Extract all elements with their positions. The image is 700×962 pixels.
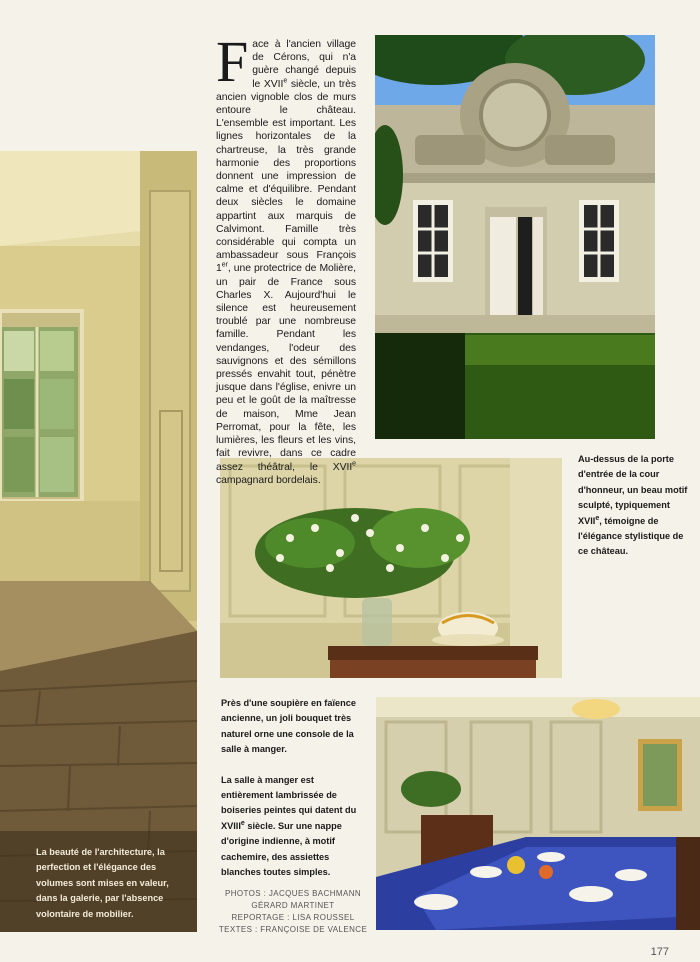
article-text — [216, 29, 356, 487]
bouquet-console-photo — [220, 458, 562, 678]
dining-room-caption-a: La salle à manger est entièrement lambrissée de boiseries peintes qui datent du XVIII — [221, 774, 357, 831]
drop-cap: F — [216, 29, 249, 94]
dining-room-caption — [221, 773, 366, 881]
article-intro: ace à l'ancien village de Cérons, qui n'a guère changé depuis le XVII — [252, 39, 356, 90]
article-sup-1: e — [283, 77, 288, 85]
dining-room-photo — [376, 697, 700, 930]
bouquet-caption: Près d'une soupière en faïence ancienne, un joli bouquet très naturel orne une console de la salle à manger. — [221, 698, 356, 755]
gallery-caption: La beauté de l'architecture, la perfection et l'élégance des volumes sont mises en valeur, dans la galerie, par l'absence volontaire de mobilier. — [36, 847, 169, 919]
article-body-3: campagnard bordelais. — [216, 474, 321, 486]
dining-room-caption-b: siècle. Sur une nappe d'origine indienne, à motif cachemire, des assiettes blanches toutes simples. — [221, 820, 342, 878]
credit-reportage: REPORTAGE : LISA ROUSSEL — [231, 913, 355, 922]
dining-room-caption-sup: e — [240, 819, 245, 827]
credit-photos: PHOTOS : JACQUES BACHMANN — [224, 889, 362, 898]
credit-photos-2: GÉRARD MARTINET — [251, 901, 335, 910]
article-body-1: siècle, un très ancien vignoble clos de murs entoure le château. L'ensemble est important. Les lignes horizontales de la chartreuse, la très grande harmonie des proportions donnent une impression de calme et d'équilibre. Pendant deux siècles le domaine appartint aux marquis de Calvimont. Famille très considérable qui compta un ambassadeur sous François 1 — [216, 78, 356, 275]
photo-credits — [218, 888, 368, 936]
facade-caption-sup: e — [595, 514, 600, 522]
facade-caption-b: , témoigne de l'élégance stylistique de ce château. — [578, 515, 684, 557]
dining-captions — [221, 696, 366, 880]
gallery-photo — [0, 151, 197, 932]
article-sup-2: er — [221, 261, 228, 269]
chateau-facade-photo — [375, 35, 655, 439]
facade-caption-a: Au-dessus de la porte d'entrée de la cour d'honneur, un beau motif sculpté, typiquement XVII — [578, 454, 688, 526]
article-sup-3: e — [352, 460, 356, 468]
article-body-2: , une protectrice de Molière, un pair de France sous Charles X. Aujourd'hui le silence est heureusement troublé par une nombreuse famille. Pendant les vendanges, l'odeur des sauvignons et des sémillons pressés envahit tout, pénètre jusque dans l'église, enivre un peu et le goût de la maîtresse de maison, Mme Jean Perromat, pour la fête, les lumières, les fleurs et les vins, fait revivre, dans ce cadre assez théâtral, le XVII — [216, 263, 356, 473]
credit-textes: TEXTES : FRANÇOISE DE VALENCE — [218, 925, 368, 934]
page-number: 177 — [650, 946, 669, 958]
facade-caption — [578, 452, 688, 560]
